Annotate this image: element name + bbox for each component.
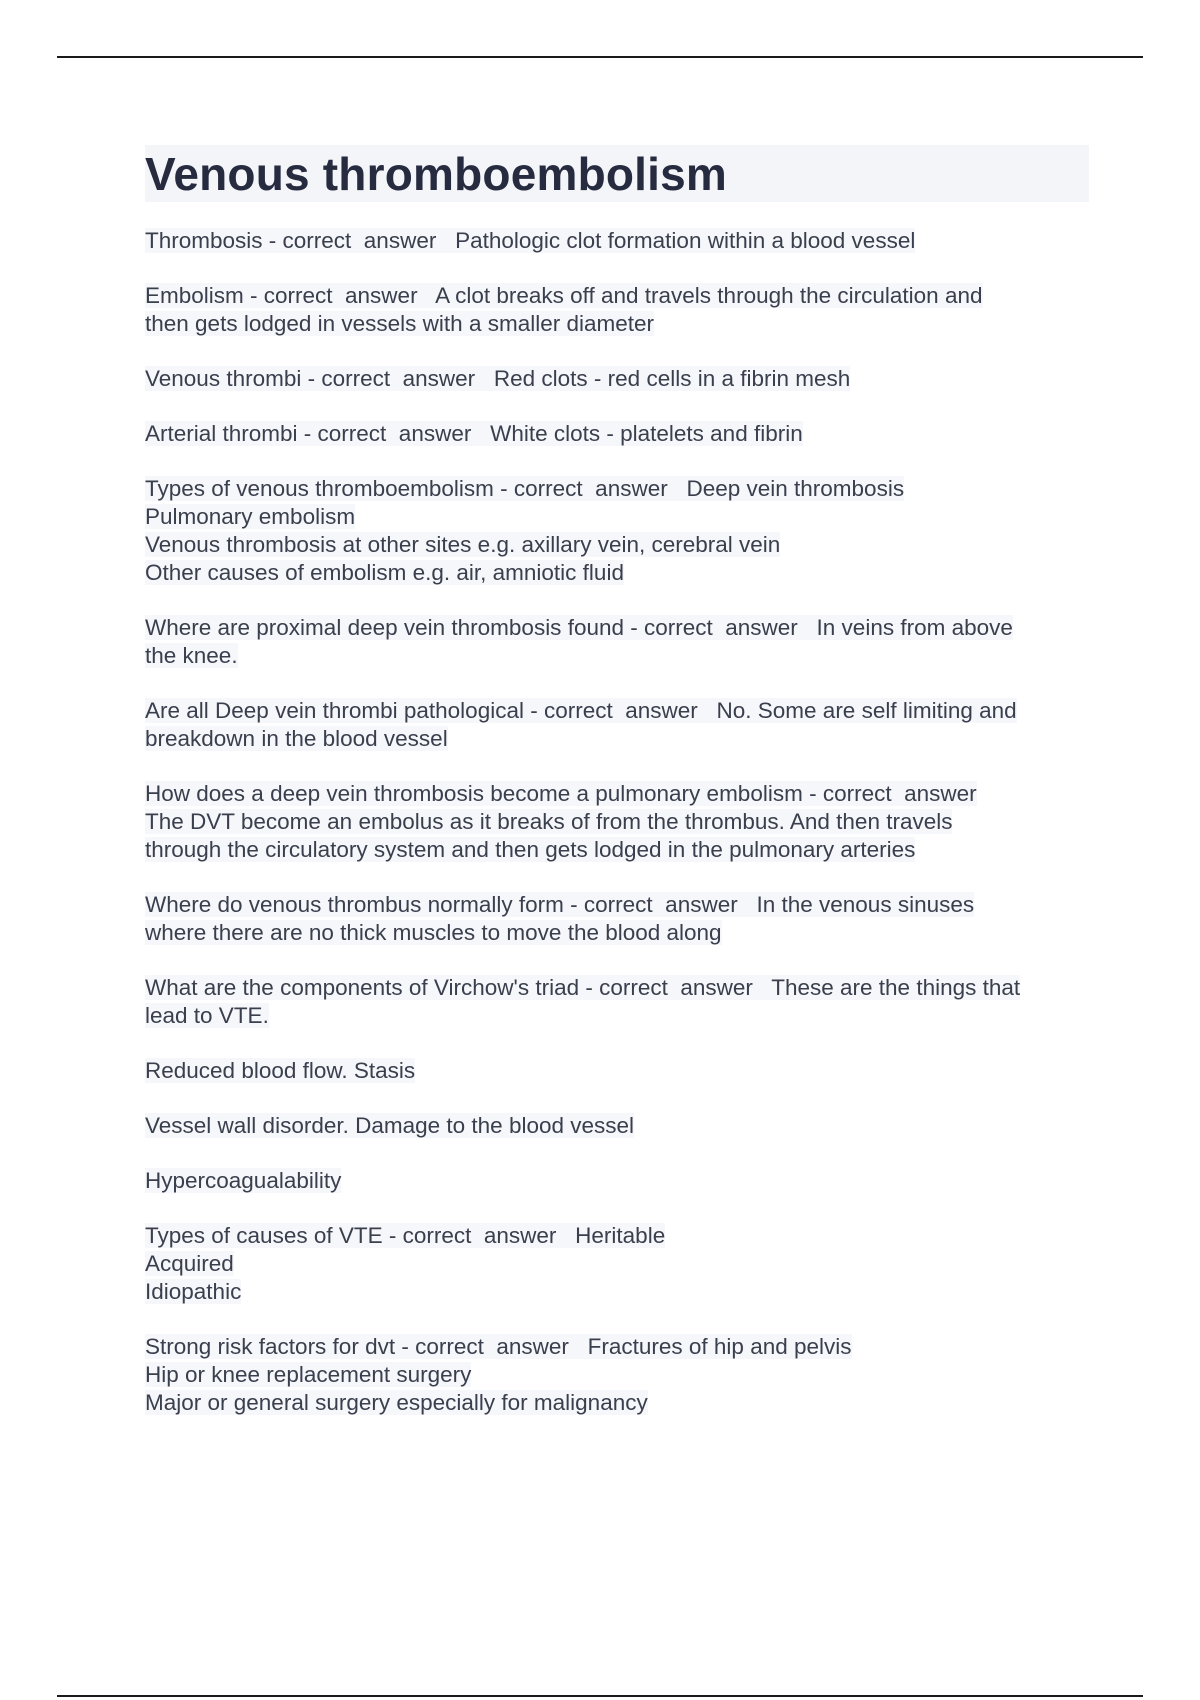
qa-line (145, 1278, 1089, 1306)
qa-line (145, 531, 1089, 559)
qa-line-text: where there are no thick muscles to move the blood along (145, 920, 722, 945)
qa-line-text: Thrombosis - correct answer Pathologic clot formation within a blood vessel (145, 228, 916, 253)
qa-line (145, 1361, 1089, 1389)
qa-line (145, 282, 1089, 310)
qa-line-text: Pulmonary embolism (145, 504, 356, 529)
qa-line (145, 1389, 1089, 1417)
qa-line-text: Reduced blood flow. Stasis (145, 1058, 416, 1083)
qa-line-text: the knee. (145, 643, 238, 668)
qa-line-text: Hypercoagualability (145, 1168, 342, 1193)
qa-line (145, 420, 1089, 448)
qa-line (145, 559, 1089, 587)
qa-line (145, 614, 1089, 642)
qa-entry (145, 282, 1089, 338)
qa-line-text: Vessel wall disorder. Damage to the blood vessel (145, 1113, 635, 1138)
qa-line-text: Venous thrombosis at other sites e.g. axillary vein, cerebral vein (145, 532, 781, 557)
qa-entry (145, 420, 1089, 448)
qa-line (145, 503, 1089, 531)
qa-entry (145, 1167, 1089, 1195)
qa-entry (145, 1333, 1089, 1417)
qa-line-text: Types of causes of VTE - correct answer Heritable (145, 1223, 666, 1248)
qa-line-text: Strong risk factors for dvt - correct answer Fractures of hip and pelvis (145, 1334, 852, 1359)
qa-entry (145, 1222, 1089, 1306)
qa-entry (145, 227, 1089, 255)
qa-line-text: Arterial thrombi - correct answer White clots - platelets and fibrin (145, 421, 803, 446)
title-band (145, 145, 1089, 202)
qa-line (145, 919, 1089, 947)
qa-line (145, 780, 1089, 808)
qa-line-text: Other causes of embolism e.g. air, amniotic fluid (145, 560, 624, 585)
page-title: Venous thromboembolism (145, 147, 728, 200)
qa-line (145, 365, 1089, 393)
bottom-rule (57, 1695, 1143, 1697)
qa-line (145, 1250, 1089, 1278)
qa-line (145, 836, 1089, 864)
qa-line (145, 891, 1089, 919)
qa-line (145, 974, 1089, 1002)
qa-entry (145, 614, 1089, 670)
qa-line-text: Venous thrombi - correct answer Red clots - red cells in a fibrin mesh (145, 366, 851, 391)
qa-line (145, 808, 1089, 836)
qa-entry (145, 891, 1089, 947)
qa-line-text: Hip or knee replacement surgery (145, 1362, 472, 1387)
qa-line (145, 1222, 1089, 1250)
qa-line-text: Acquired (145, 1251, 234, 1276)
document-body (145, 145, 1089, 1444)
qa-line (145, 697, 1089, 725)
qa-line (145, 642, 1089, 670)
qa-line (145, 227, 1089, 255)
qa-line (145, 1333, 1089, 1361)
qa-line-text: Are all Deep vein thrombi pathological - correct answer No. Some are self limiting and (145, 698, 1017, 723)
qa-line-text: Embolism - correct answer A clot breaks off and travels through the circulation and (145, 283, 983, 308)
top-rule (57, 56, 1143, 58)
qa-line-text: through the circulatory system and then gets lodged in the pulmonary arteries (145, 837, 916, 862)
qa-line (145, 475, 1089, 503)
qa-line (145, 1057, 1089, 1085)
qa-entry (145, 697, 1089, 753)
qa-line (145, 1112, 1089, 1140)
qa-entry (145, 1057, 1089, 1085)
qa-line-text: then gets lodged in vessels with a smaller diameter (145, 311, 655, 336)
qa-line-text: Major or general surgery especially for malignancy (145, 1390, 648, 1415)
qa-line-text: Idiopathic (145, 1279, 242, 1304)
qa-line-text: How does a deep vein thrombosis become a pulmonary embolism - correct answer (145, 781, 977, 806)
qa-line-text: Types of venous thromboembolism - correct answer Deep vein thrombosis (145, 476, 905, 501)
qa-line-text: breakdown in the blood vessel (145, 726, 448, 751)
qa-line-text: Where do venous thrombus normally form - correct answer In the venous sinuses (145, 892, 975, 917)
qa-line-text: What are the components of Virchow's triad - correct answer These are the things that (145, 975, 1021, 1000)
qa-line (145, 1167, 1089, 1195)
qa-entry (145, 780, 1089, 864)
qa-line (145, 1002, 1089, 1030)
qa-entry (145, 1112, 1089, 1140)
qa-entry (145, 974, 1089, 1030)
qa-list (145, 227, 1089, 1417)
qa-entry (145, 475, 1089, 587)
qa-line (145, 725, 1089, 753)
qa-line-text: The DVT become an embolus as it breaks of from the thrombus. And then travels (145, 809, 953, 834)
qa-line (145, 310, 1089, 338)
qa-line-text: Where are proximal deep vein thrombosis found - correct answer In veins from above (145, 615, 1013, 640)
qa-line-text: lead to VTE. (145, 1003, 269, 1028)
qa-entry (145, 365, 1089, 393)
